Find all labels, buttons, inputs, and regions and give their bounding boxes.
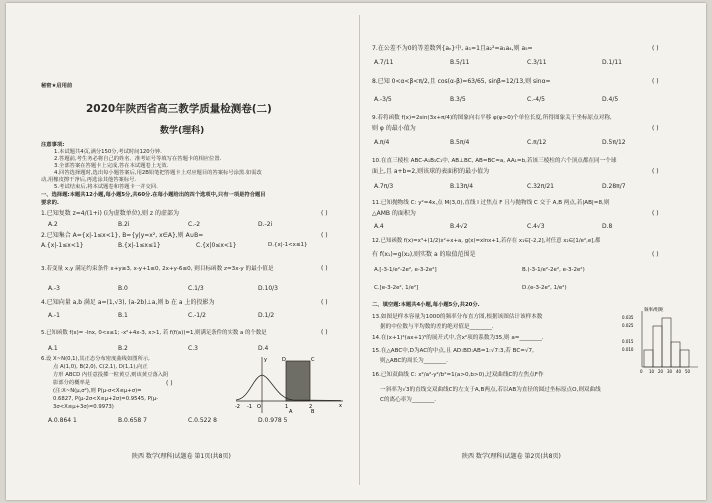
choice: C.π/12 [527, 139, 547, 146]
choice: A.π/4 [374, 139, 390, 146]
choice: A.7π/3 [374, 183, 394, 190]
choice: B.{x|-1≤x≤1} [118, 242, 161, 249]
graph-label: -1 [247, 404, 252, 410]
answer-paren: ( ) [652, 125, 659, 132]
shaded-region [286, 361, 310, 401]
question-16-cont: C的离心率为________. [380, 397, 437, 403]
question-12: 12.已知函数 f(x)=x³+(1/2)x²+x+a, g(x)=xlnx+1,若存在 x₁∈[-2,2],对任意 x₂∈[1/e²,e],都 [372, 238, 601, 244]
question-1: 1.已知复数 z=4/(1+i) (i为虚数单位),则 z 的虚部为 [41, 210, 179, 217]
hist-tick: 0.010 [622, 347, 634, 352]
note-line: 动,用橡皮擦干净后,再选涂其他答案标号. [41, 177, 137, 183]
question-8: 8.已知 0<α<β<π/2,且 cos(α-β)=63/65, sinβ=12/13,则 sinα= [372, 78, 551, 85]
normal-curve-figure [231, 355, 346, 417]
page-2 [362, 3, 702, 500]
choice: C.4√3 [527, 223, 545, 230]
answer-paren: ( ) [652, 168, 659, 175]
graph-label: 1 [285, 404, 289, 410]
choice: C.3 [188, 345, 198, 352]
choice: B.5/11 [450, 59, 470, 66]
answer-paren: ( ) [321, 265, 328, 272]
hist-tick: 0.015 [622, 339, 634, 344]
choice: D.4/5 [602, 96, 619, 103]
answer-paren: ( ) [652, 251, 659, 258]
choice: D.10/3 [258, 285, 279, 292]
subject-title: 数学(理科) [160, 126, 205, 136]
choice: B.5π/4 [450, 139, 470, 146]
choice: D.0.978 5 [258, 417, 288, 424]
secret-label: 秘密★启用前 [41, 83, 73, 89]
choice: D.4 [258, 345, 269, 352]
answer-paren: ( ) [321, 232, 328, 239]
answer-paren: ( ) [652, 78, 659, 85]
hist-xtick: 20 [658, 369, 664, 374]
choice: A.4 [374, 223, 384, 230]
hist-bar [653, 326, 662, 367]
hist-xtick: 30 [667, 369, 673, 374]
choice: D.1/2 [258, 312, 275, 319]
choice: B.13π/4 [450, 183, 474, 190]
page-1 [6, 3, 356, 500]
note-line: 1.本试题共4页,满分150分,考试时间120分钟. [54, 149, 162, 155]
section1-heading-cont: 要求的. [41, 200, 59, 206]
question-6-line: 影部分的概率是 [53, 380, 91, 386]
question-4: 4.已知向量 a,b 满足 a=(1,√3), (a-2b)⊥a,则 b 在 a 上的投影为 [41, 299, 215, 306]
section2-heading: 二、填空题:本题共4小题,每小题5分,共20分. [372, 302, 480, 308]
choice: C.[e-3-2e², 1/e²] [374, 285, 419, 291]
graph-label: O [257, 404, 261, 410]
note-line: 2.答题前,考生务必将自己的姓名、准考证号等填写在答题卡的相应位置. [54, 156, 222, 162]
answer-paren: ( ) [321, 299, 328, 306]
question-12-cont: 有 f(x₁)=g(x₂),则实数 a 的取值范围是 [372, 251, 476, 258]
question-15-cont: 则△ABC的周长为________. [380, 358, 448, 364]
question-16: 16.已知双曲线 C: x²/a²-y²/b²=1(a>0,b>0),过双曲线C的左焦点F作 [372, 372, 544, 378]
choice: C.0.522 8 [188, 417, 217, 424]
graph-label: x [339, 403, 342, 409]
exam-sheet [6, 3, 706, 500]
hist-xtick: 40 [676, 369, 682, 374]
hist-xtick: 10 [649, 369, 655, 374]
choice: B.2 [118, 345, 128, 352]
answer-paren: ( ) [652, 45, 659, 52]
hist-bar [662, 318, 671, 367]
choice: B.0 [118, 285, 128, 292]
choice: B.2i [118, 221, 130, 228]
question-7: 7.在公差不为0的等差数列{aₙ}中, a₁=1且a₂²=a₁a₄,则 a₅= [372, 45, 533, 52]
question-10: 10.在直三棱柱 ABC-A₁B₁C₁中, AB⊥BC, AB=BC=a, AA₁=b,若该三棱柱的六个顶点都在同一个球 [372, 158, 617, 164]
exam-title: 2020年陕西省高三教学质量检测卷(二) [86, 103, 272, 115]
answer-paren: ( ) [166, 380, 173, 387]
choice: B.3/5 [450, 96, 466, 103]
graph-label: -2 [235, 404, 240, 410]
hist-bar [671, 342, 680, 367]
choice: D.1/11 [602, 59, 623, 66]
choice: C.1/3 [188, 285, 204, 292]
question-9-cont: 则 φ 的最小值为 [372, 125, 416, 132]
question-15: 15.在△ABC中,D为AC的中点,且 AD:BD:AB=1:√7:3,若 BC=√7, [372, 348, 534, 354]
question-6-line: 0.6827, P(μ-2σ<X≤μ+2σ)=0.9545, P(μ- [53, 396, 159, 402]
note-line: 3.全部答案在答题卡上完成,答在本试题卷上无效. [54, 163, 169, 169]
question-6-line: 6.设 X~N(0,1),其正态分布密度曲线如图所示, [41, 356, 150, 362]
graph-label: C [311, 357, 315, 363]
question-5: 5.已知函数 f(x)= -lnx, 0<x≤1; -x²+4x-3, x>1, 若 f(f(a))=1,则满足条件的实数 a 的个数是 [41, 330, 267, 336]
choice: D.-2i [258, 221, 273, 228]
answer-paren: ( ) [321, 329, 328, 336]
page-divider [359, 15, 360, 485]
hist-bar [680, 350, 689, 367]
choice: B.4√2 [450, 223, 468, 230]
choice: C.3/11 [527, 59, 547, 66]
choice: D.{x|-1<x≤1} [268, 242, 308, 248]
choice: C.-1/2 [188, 312, 206, 319]
question-6-line: 3σ<X≤μ+3σ)=0.9973) [53, 404, 114, 410]
choice: C.-2 [188, 221, 201, 228]
note-line: 5.考试结束后,将本试题卷和答题卡一并交回. [54, 184, 158, 190]
choice: A.{x|-1≤x<1} [41, 242, 84, 249]
answer-paren: ( ) [652, 210, 659, 217]
note-line: 4.回答选择题时,选出每小题答案后,用2B铅笔把答题卡上对应题目的答案标号涂黑.如需改 [54, 170, 262, 176]
choice: B.1 [118, 312, 128, 319]
question-2: 2.已知集合 A={x|-1≤x<1}, B={y|y=x², x∈A},则 A∪B= [41, 232, 204, 239]
choice: A.1 [48, 345, 58, 352]
choice: C.-4/5 [527, 96, 545, 103]
graph-label: 2 [309, 404, 313, 410]
choice: A.-3 [48, 285, 60, 292]
hist-bar [644, 350, 653, 367]
choice: D.28π/7 [602, 183, 626, 190]
choice: C.{x|0≤x<1} [196, 242, 237, 249]
choice: B.(-3-1/e²-2e², e-3-2e²) [522, 267, 585, 273]
footer-page-2: 陕西 数学(理科)试题卷 第2页(共8页) [462, 453, 561, 460]
question-16-cont: 一斜率为√3的直线交双曲线C的左支于A,B两点,若以AB为直径的圆过坐标原点O,则双曲线 [380, 387, 601, 393]
choice: D.(e-3-2e², 1/e²) [522, 285, 567, 291]
hist-xtick: 50 [685, 369, 691, 374]
choice: D.5π/12 [602, 139, 626, 146]
question-13-cont: 据的中位数与平均数的差的绝对值是________. [380, 324, 494, 330]
question-13: 13.如图是样本容量为1000的频率分布直方图,根据该图估计该样本数 [372, 314, 543, 320]
choice: A.2 [48, 221, 58, 228]
question-9: 9.若将函数 f(x)=2sin(3x+π/4)的图象向右平移 φ(φ>0)个单位长度,所得图象关于坐标原点对称, [372, 115, 612, 121]
footer-page-1: 陕西 数学(理科)试题卷 第1页(共8页) [132, 453, 231, 460]
choice: A.0.864 1 [48, 417, 77, 424]
hist-xtick: 0 [640, 369, 643, 374]
answer-paren: ( ) [321, 210, 328, 217]
question-14: 14.在(x+1)⁴(ax+1)⁵的展开式中,含x²项的系数为35,则 a=________. [372, 335, 544, 341]
choice: C.32π/21 [527, 183, 554, 190]
choice: B.0.658 7 [118, 417, 147, 424]
question-11-cont: △AMB 的面积为 [372, 210, 416, 217]
choice: D.8 [602, 223, 613, 230]
question-6-line: (注:X~N(μ,σ²),则 P(μ-σ<X≤μ+σ)= [53, 388, 142, 394]
question-11: 11.已知抛物线 C: y²=4x,点 M(3,0),直线 l 过焦点 F 且与抛物线 C 交于 A,B 两点,若|AB|=8,则 [372, 200, 610, 206]
section1-heading: 一、选择题:本题共12小题,每小题5分,共60分.在每小题给出的四个选项中,只有一项是符合题目 [41, 192, 266, 198]
notes-heading: 注意事项: [41, 142, 65, 148]
choice: A.-1 [48, 312, 60, 319]
hist-tick: 0.025 [622, 323, 634, 328]
frequency-histogram [620, 305, 700, 375]
graph-label: y [264, 357, 267, 363]
hist-tick: 0.035 [622, 315, 634, 320]
graph-label: B [311, 409, 315, 415]
choice: A.7/11 [374, 59, 394, 66]
question-3: 3.若变量 x,y 满足约束条件 x+y≥3, x-y+1≤0, 2x+y-6≤0, 则目标函数 z=3x-y 的最小值是 [41, 266, 274, 272]
question-6-line: 点 A(1,0), B(2,0), C(2,1), D(1,1),向正 [53, 364, 148, 370]
question-6-line: 方形 ABCD 内任意投掷一粒黄豆,则该黄豆落入阴 [53, 372, 169, 378]
hist-ylabel: 频率/组距 [644, 308, 664, 313]
graph-label: D [282, 357, 286, 363]
graph-label: A [289, 409, 293, 415]
choice: A.[-3-1/e²-2e², e-3-2e²] [374, 267, 437, 273]
choice: A.-3/5 [374, 96, 392, 103]
question-10-cont: 面上,且 a+b=2,则该球的表面积的最小值为 [372, 168, 490, 175]
